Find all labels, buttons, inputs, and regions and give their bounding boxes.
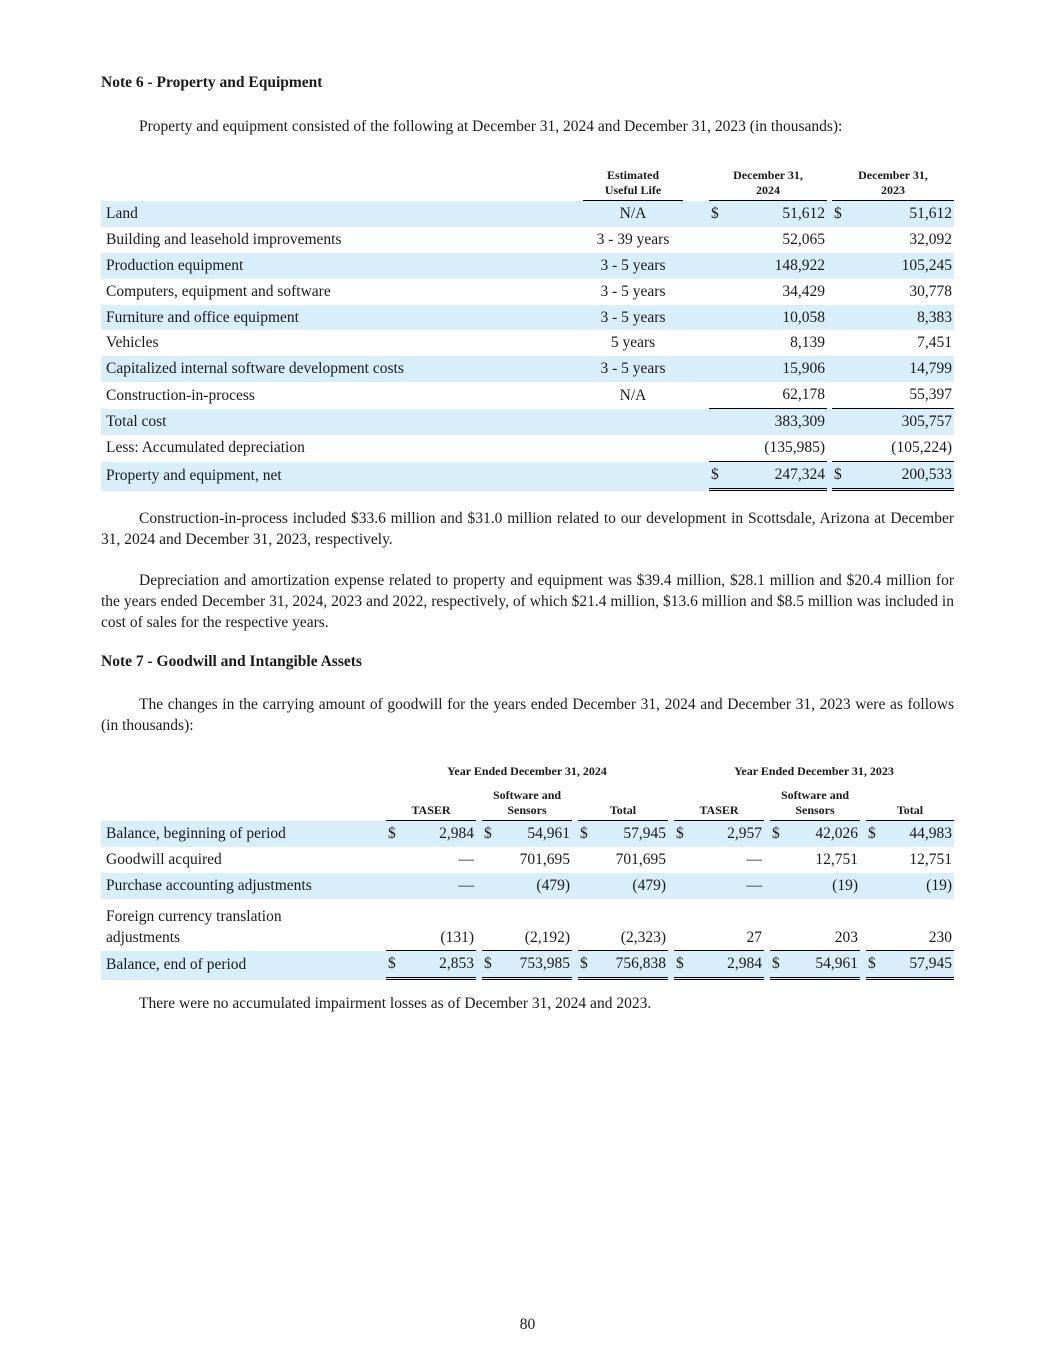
currency-2024 [709, 356, 729, 382]
value-2023: (105,224) [852, 435, 954, 462]
currency-2023 [832, 253, 852, 279]
value-2023: 14,799 [852, 356, 954, 382]
currency-2024 [709, 409, 729, 435]
row-label: Goodwill acquired [106, 850, 222, 868]
value-taser-2024: (131) [404, 899, 476, 951]
value-sws-2023: 42,026 [788, 821, 860, 847]
row-label: Foreign currency translation adjustments [106, 907, 282, 946]
col-taser-2023: TASER [674, 782, 764, 821]
currency-2023 [832, 279, 852, 305]
table-row [101, 279, 954, 305]
value-total-2024: 57,945 [596, 821, 668, 847]
row-label: Land [101, 201, 583, 227]
value-2024: 247,324 [729, 462, 827, 491]
currency-2024 [709, 330, 729, 356]
value-total-2023: 230 [884, 899, 954, 951]
currency-taser-2023: $ [674, 951, 692, 980]
note7-closing: There were no accumulated impairment losses as of December 31, 2024 and 2023. [139, 995, 652, 1012]
value-2024: 383,309 [729, 409, 827, 435]
currency-2023 [832, 382, 852, 409]
row-label: Building and leasehold improvements [106, 230, 342, 248]
currency-2024 [709, 253, 729, 279]
value-2023: 7,451 [917, 334, 952, 352]
value-taser-2023: — [746, 850, 762, 868]
currency-2024 [709, 279, 729, 305]
currency-total-2023: $ [866, 821, 884, 847]
row-label: Balance, beginning of period [101, 821, 386, 847]
currency-2023 [832, 435, 852, 462]
table-row [101, 305, 954, 331]
note6-para-construction: Construction-in-process included $33.6 million and $31.0 million related to our development in Scottsdale, Arizona at December 31, 2024 and December 31, 2023, respectively. [101, 510, 954, 548]
currency-taser-2024: $ [386, 821, 404, 847]
group-header-2024: Year Ended December 31, 2024 [447, 763, 607, 778]
useful-life: 5 years [610, 334, 656, 352]
row-label: Vehicles [106, 334, 159, 352]
value-2024: (135,985) [729, 435, 827, 462]
note7-intro: The changes in the carrying amount of goodwill for the years ended December 31, 2024 and December 31, 2023 were as follows (in thousands): [101, 696, 954, 734]
value-2024: 10,058 [729, 305, 827, 331]
currency-2024: $ [709, 201, 729, 227]
group-header-2023: Year Ended December 31, 2023 [734, 763, 894, 778]
value-sws-2024: 753,985 [500, 951, 572, 980]
currency-taser-2024: $ [386, 951, 404, 980]
value-sws-2024: 701,695 [519, 850, 570, 868]
goodwill-table [101, 760, 954, 980]
currency-2024 [709, 227, 729, 253]
value-2023: 30,778 [909, 282, 952, 300]
useful-life: N/A [583, 201, 683, 227]
currency-total-2024: $ [578, 951, 596, 980]
currency-2024 [709, 305, 729, 331]
row-label: Balance, end of period [101, 951, 386, 980]
value-2023: 51,612 [852, 201, 954, 227]
value-total-2023: 44,983 [884, 821, 954, 847]
value-2023: 200,533 [852, 462, 954, 491]
useful-life [583, 462, 683, 491]
currency-2023: $ [832, 462, 852, 491]
value-taser-2023: — [692, 873, 764, 899]
value-total-2024: (479) [596, 873, 668, 899]
header-dec-2024: December 31, 2024 [709, 160, 827, 201]
currency-2023 [832, 305, 852, 331]
currency-sws-2023: $ [770, 821, 788, 847]
value-taser-2023: 2,957 [692, 821, 764, 847]
note7-heading: Note 7 - Goodwill and Intangible Assets [101, 653, 362, 670]
value-sws-2024: (2,192) [500, 899, 572, 951]
value-total-2024: 701,695 [615, 850, 666, 868]
row-label: Property and equipment, net [101, 462, 583, 491]
useful-life [583, 435, 683, 462]
value-2023: 305,757 [852, 409, 954, 435]
value-sws-2024: 54,961 [500, 821, 572, 847]
note6-intro: Property and equipment consisted of the following at December 31, 2024 and December 31, 2023 (in thousands): [139, 118, 843, 135]
useful-life [583, 409, 683, 435]
value-2024: 15,906 [729, 356, 827, 382]
currency-total-2023: $ [866, 951, 884, 980]
note6-heading: Note 6 - Property and Equipment [101, 74, 323, 91]
currency-sws-2024: $ [482, 821, 500, 847]
page-number: 80 [519, 1316, 536, 1333]
currency-2023 [832, 227, 852, 253]
table-row [101, 821, 954, 847]
row-label: Furniture and office equipment [101, 305, 583, 331]
table-row [101, 356, 954, 382]
currency-taser-2023: $ [674, 821, 692, 847]
header-dec-2023: December 31, 2023 [832, 160, 954, 201]
value-taser-2023: 27 [692, 899, 764, 951]
value-taser-2024: 2,984 [404, 821, 476, 847]
col-total-2024: Total [578, 782, 668, 821]
table-row [101, 201, 954, 227]
useful-life: 3 - 5 years [600, 282, 666, 300]
value-2024: 62,178 [729, 382, 827, 409]
value-total-2023: (19) [884, 873, 954, 899]
property-equipment-table [101, 160, 954, 491]
table-row [101, 951, 954, 980]
useful-life: N/A [619, 386, 647, 404]
row-label: Purchase accounting adjustments [101, 873, 386, 899]
table-row [101, 409, 954, 435]
useful-life: 3 - 5 years [583, 253, 683, 279]
currency-2024 [709, 435, 729, 462]
note6-para-depreciation: Depreciation and amortization expense related to property and equipment was $39.4 million, $28.1 million and $20.4 million for the years ended December 31, 2024, 2023 and 2022, respectively, of which $21.4 million, $13.6 million and $8.5 million was included in cost of sales for the respective years. [101, 572, 954, 631]
value-total-2023: 57,945 [884, 951, 954, 980]
value-2024: 51,612 [729, 201, 827, 227]
table-row [101, 435, 954, 462]
value-total-2024: (2,323) [596, 899, 668, 951]
row-label: Computers, equipment and software [106, 282, 331, 300]
value-sws-2023: (19) [788, 873, 860, 899]
value-taser-2024: 2,853 [404, 951, 476, 980]
row-label: Total cost [101, 409, 583, 435]
table-row [101, 382, 954, 409]
value-total-2024: 756,838 [596, 951, 668, 980]
table-row [101, 899, 954, 951]
col-sws-2023: Software and Sensors [770, 782, 860, 821]
value-2024: 34,429 [782, 282, 825, 300]
value-taser-2024: — [458, 850, 474, 868]
currency-sws-2023: $ [770, 951, 788, 980]
table-row [101, 253, 954, 279]
currency-2023 [832, 409, 852, 435]
value-sws-2024: (479) [500, 873, 572, 899]
value-2024: 148,922 [729, 253, 827, 279]
col-taser-2024: TASER [386, 782, 476, 821]
value-taser-2023: 2,984 [692, 951, 764, 980]
table-row [101, 462, 954, 491]
currency-2024 [709, 382, 729, 409]
value-2023: 8,383 [852, 305, 954, 331]
value-sws-2023: 12,751 [815, 850, 858, 868]
currency-2023 [832, 356, 852, 382]
useful-life: 3 - 5 years [583, 305, 683, 331]
header-useful-life: Estimated Useful Life [583, 160, 683, 201]
value-2024: 52,065 [782, 230, 825, 248]
useful-life: 3 - 39 years [596, 230, 670, 248]
value-2024: 8,139 [790, 334, 825, 352]
currency-2023: $ [832, 201, 852, 227]
currency-sws-2024: $ [482, 951, 500, 980]
value-sws-2023: 54,961 [788, 951, 860, 980]
table-row [101, 873, 954, 899]
table-row [101, 227, 954, 253]
value-2023: 55,397 [852, 382, 954, 409]
value-taser-2024: — [404, 873, 476, 899]
currency-total-2024: $ [578, 821, 596, 847]
row-label: Construction-in-process [106, 386, 255, 404]
row-label: Less: Accumulated depreciation [106, 439, 305, 457]
value-sws-2023: 203 [788, 899, 860, 951]
table-row [101, 847, 954, 873]
value-total-2023: 12,751 [909, 850, 952, 868]
currency-2023 [832, 330, 852, 356]
value-2023: 105,245 [852, 253, 954, 279]
row-label: Production equipment [101, 253, 583, 279]
table-row [101, 330, 954, 356]
value-2023: 32,092 [909, 230, 952, 248]
col-total-2023: Total [866, 782, 954, 821]
col-sws-2024: Software and Sensors [482, 782, 572, 821]
useful-life: 3 - 5 years [583, 356, 683, 382]
currency-2024: $ [709, 462, 729, 491]
row-label: Capitalized internal software development costs [101, 356, 583, 382]
